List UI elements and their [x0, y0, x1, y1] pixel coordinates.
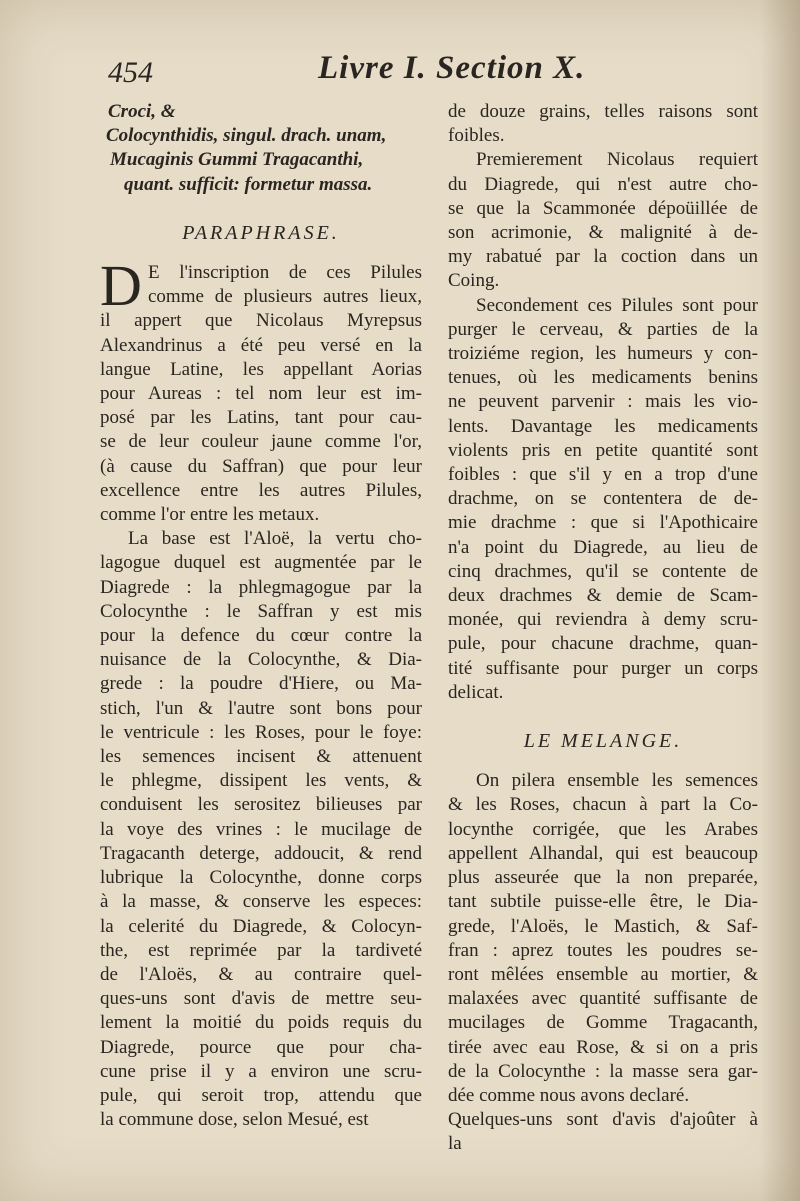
text-line: plus asseurée que la non preparée,	[448, 867, 758, 889]
paraphrase-title: PARAPHRASE.	[182, 221, 340, 244]
text-line: pule, qui seroit trop, attendu que	[100, 1084, 422, 1106]
drop-cap: D	[100, 253, 142, 319]
text-line: appellent Alhandal, qui est beaucoup	[448, 842, 758, 864]
text-line: tirée avec eau Rose, & si on a pris	[448, 1036, 758, 1058]
text-line: excellence entre les autres Pilules,	[100, 479, 422, 501]
text-line: & les Roses, chacun à part la Co-	[448, 794, 758, 816]
text-line: grede : la poudre d'Hiere, ou Ma-	[100, 673, 422, 695]
text-line: Coing.	[448, 270, 500, 292]
text-line: On pilera ensemble les semences	[476, 770, 758, 792]
text-line: se de leur couleur jaune comme l'or,	[100, 431, 422, 453]
paraphrase-body	[100, 253, 422, 1132]
text-line: lubrique la Colocynthe, donne corps	[100, 867, 422, 889]
text-line: deux drachmes & demie de Scam-	[448, 585, 758, 607]
formula-line: quant. sufficit: formetur massa.	[124, 173, 373, 195]
text-line: son acrimonie, & malignité à de-	[448, 222, 758, 244]
text-line: fran : aprez toutes les poudres se-	[448, 939, 758, 961]
text-line: de douze grains, telles raisons sont	[448, 101, 758, 122]
text-line: La base est l'Aloë, la vertu cho-	[128, 528, 422, 550]
text-line: le ventricule : les Roses, pour le foye:	[100, 721, 422, 743]
text-line: monée, qui reviendra à demy scru-	[448, 609, 758, 631]
text-line: grede, l'Aloës, le Mastich, & Saf-	[448, 915, 758, 937]
text-line: mucilages de Gomme Tragacanth,	[448, 1012, 758, 1034]
text-line: malaxées avec quantité suffisante de	[448, 988, 758, 1010]
page-edge-shadow	[760, 0, 800, 1201]
text-line: comme de plusieurs autres lieux,	[148, 286, 422, 308]
text-line: Secondement ces Pilules sont pour	[476, 294, 758, 316]
text-line: ques-uns sont d'avis de mettre seu-	[100, 988, 422, 1010]
page-header	[108, 50, 768, 100]
text-line: lagogue duquel est augmentée par le	[100, 552, 422, 574]
text-line: the, est reprimée par la tardiveté	[100, 939, 422, 961]
text-line: locynthe corrigée, que les Arabes	[448, 818, 758, 840]
text-line: les semences incisent & attenuent	[100, 746, 422, 768]
formula-line: Colocynthidis, singul. drach. unam,	[106, 125, 387, 147]
text-line: Diagrede, pource que pour cha-	[100, 1036, 422, 1058]
text-line: ront mêlées ensemble au mortier, &	[448, 963, 758, 985]
text-line: tité suffisante pour purger un corps	[448, 657, 758, 679]
text-line: du Diagrede, qui n'est autre cho-	[448, 173, 758, 195]
text-line: cinq drachmes, qu'il se contente de	[448, 560, 758, 582]
text-line: ne peuvent parvenir : mais les vio-	[448, 391, 758, 413]
text-line: mie drachme : que si l'Apothicaire	[448, 512, 758, 534]
text-line: de la Colocynthe : la masse sera gar-	[448, 1060, 758, 1082]
text-line: delicat.	[448, 681, 504, 703]
melange-title: LE MELANGE.	[523, 730, 683, 753]
text-line: tant subtile puisse-elle être, le Dia-	[448, 891, 758, 913]
text-line: foibles.	[448, 125, 505, 147]
text-line: pour Aureas : tel nom leur est im-	[100, 383, 422, 405]
text-line: pour la defence du cœur contre la	[100, 625, 422, 647]
text-line: Premierement Nicolaus requiert	[476, 149, 758, 171]
text-line: E l'inscription de ces Pilules	[148, 262, 422, 284]
text-line: à la masse, & conserve les especes:	[100, 891, 422, 913]
text-line: Diagrede : la phlegmagogue par la	[100, 576, 422, 598]
text-line: troiziéme region, les humeurs y con-	[448, 343, 758, 365]
right-text-b	[448, 769, 758, 1156]
text-line: lement la moitié du poids requis du	[100, 1012, 422, 1034]
running-head: Livre I. Section X.	[318, 50, 586, 86]
text-line: Colocynthe : le Saffran y est mis	[100, 600, 422, 622]
page-number: 454	[108, 56, 153, 89]
left-column	[100, 100, 422, 1132]
text-line: tenues, où les medicaments benins	[448, 367, 758, 389]
text-line: pule, pour chacune drachme, quan-	[448, 633, 758, 655]
text-line: conduisent les serositez bilieuses par	[100, 794, 422, 816]
text-line: foibles : que s'il y en a trop d'une	[448, 464, 758, 486]
text-line: le phlegme, dissipent les vents, &	[100, 770, 422, 792]
text-line: la voye des vrines : le mucilage de	[100, 818, 422, 840]
text-line: la celerité du Diagrede, & Colocyn-	[100, 915, 422, 937]
text-line: (à cause du Saffran) que pour leur	[100, 455, 422, 477]
text-line: stich, l'un & l'autre sont bons pour	[100, 697, 422, 719]
text-line: n'a point du Diagrede, au lieu de	[448, 536, 758, 558]
text-line: cune prise il y a environ une scru-	[100, 1060, 422, 1082]
text-line: Alexandrinus a été peu versé en la	[100, 334, 422, 356]
text-line: la commune dose, selon Mesué, est	[100, 1109, 369, 1131]
text-line: il appert que Nicolaus Myrepsus	[100, 310, 422, 332]
text-line: la	[448, 1133, 462, 1155]
formula-line: Mucaginis Gummi Tragacanthi,	[110, 149, 364, 171]
formula-block	[100, 100, 422, 197]
text-line: dée comme nous avons declaré.	[448, 1084, 690, 1106]
text-line: se que la Scammonée dépoüillée de	[448, 197, 758, 219]
text-line: de l'Aloës, & au contraire quel-	[100, 963, 422, 985]
right-text-a	[448, 100, 758, 705]
text-line: nuisance de la Colocynthe, & Dia-	[100, 649, 422, 671]
text-line: violents pris en petite quantité sont	[448, 439, 758, 461]
text-line: purger le cerveau, & parties de la	[448, 318, 758, 340]
text-line: my rabatué par la coction dans un	[448, 246, 758, 268]
formula-line: Croci, &	[108, 101, 176, 122]
text-line: Tragacanth deterge, addoucit, & rend	[100, 842, 422, 864]
text-line: posé par les Latins, tant pour cau-	[100, 407, 422, 429]
right-column	[448, 100, 758, 1157]
text-line: langue Latine, les appellant Aorias	[100, 358, 422, 380]
text-line: drachme, on se contentera de de-	[448, 488, 758, 510]
text-line: comme l'or entre les metaux.	[100, 504, 320, 526]
text-line: lents. Davantage les medicaments	[448, 415, 758, 437]
text-line: Quelques-uns sont d'avis d'ajoûter à	[448, 1109, 758, 1131]
